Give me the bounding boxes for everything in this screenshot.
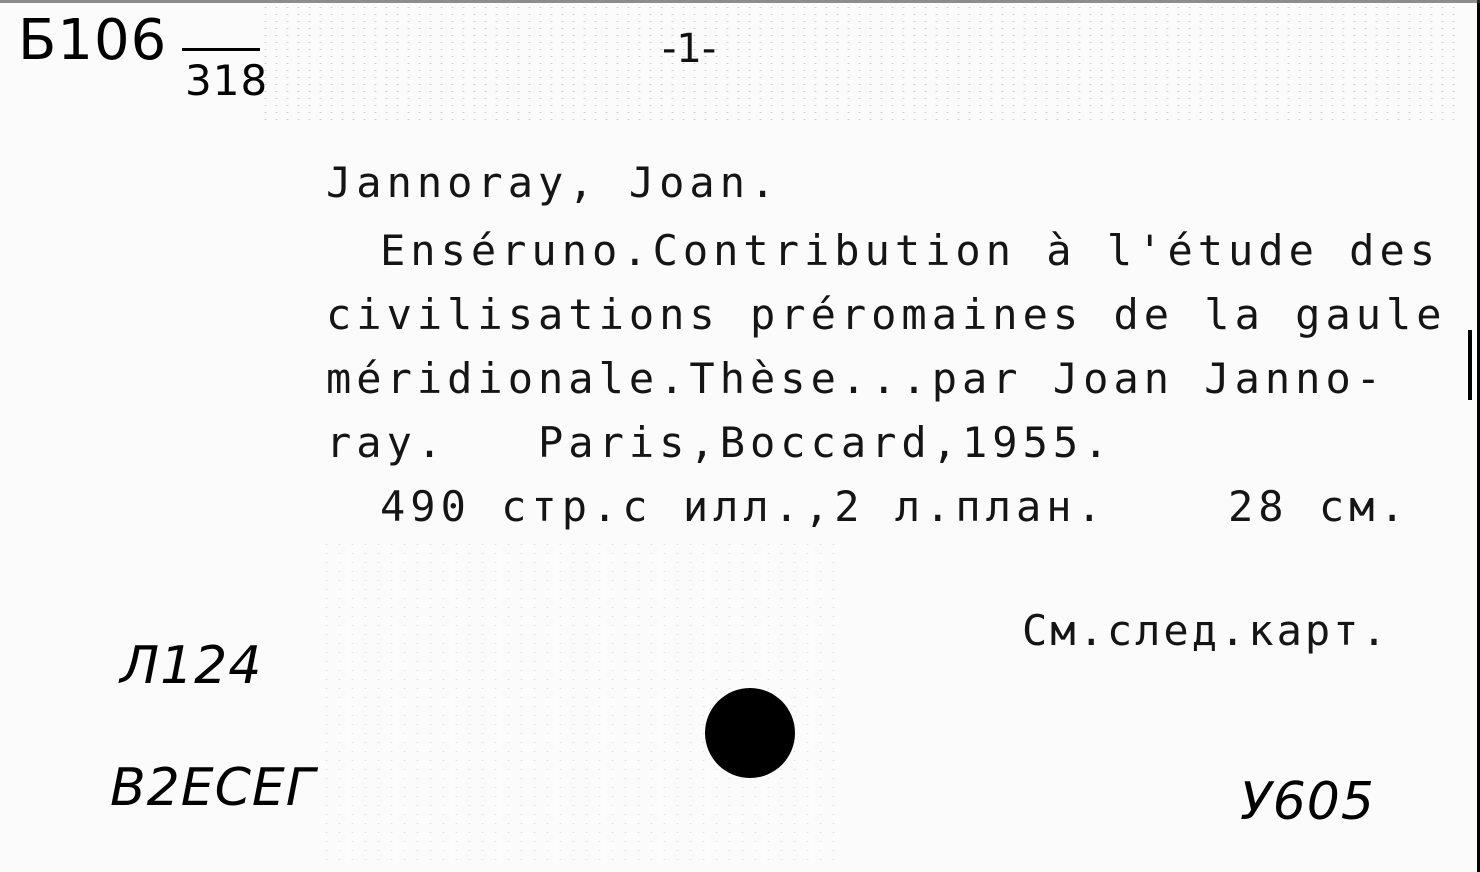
handwritten-code-3: У605: [1240, 772, 1375, 832]
title-line-2: civilisations préromaines de la gaule: [326, 290, 1447, 339]
punch-hole: [705, 688, 795, 778]
shelfmark-fraction-bar: [182, 48, 260, 51]
shelfmark-denominator: 318: [185, 56, 269, 105]
handwritten-code-1: Л124: [120, 636, 263, 696]
page-number-mark: -1-: [662, 26, 717, 72]
shelfmark: Б106: [18, 8, 168, 73]
background-speckle-top: [260, 4, 1460, 124]
top-edge: [0, 0, 1480, 3]
continuation-note: См.след.карт.: [1022, 606, 1390, 655]
physical-description: 490 стр.с илл.,2 л.план. 28 см.: [380, 482, 1410, 531]
right-edge-tick: [1468, 330, 1472, 400]
title-line-3: méridionale.Thèse...par Joan Janno-: [326, 354, 1387, 403]
handwritten-code-2: В2ЕСЕГ: [110, 758, 316, 818]
author-heading: Jannoray, Joan.: [326, 158, 781, 207]
title-line-1: Enséruno.Contribution à l'étude des: [380, 226, 1441, 275]
title-line-4: ray. Paris,Boccard,1955.: [326, 418, 1114, 467]
